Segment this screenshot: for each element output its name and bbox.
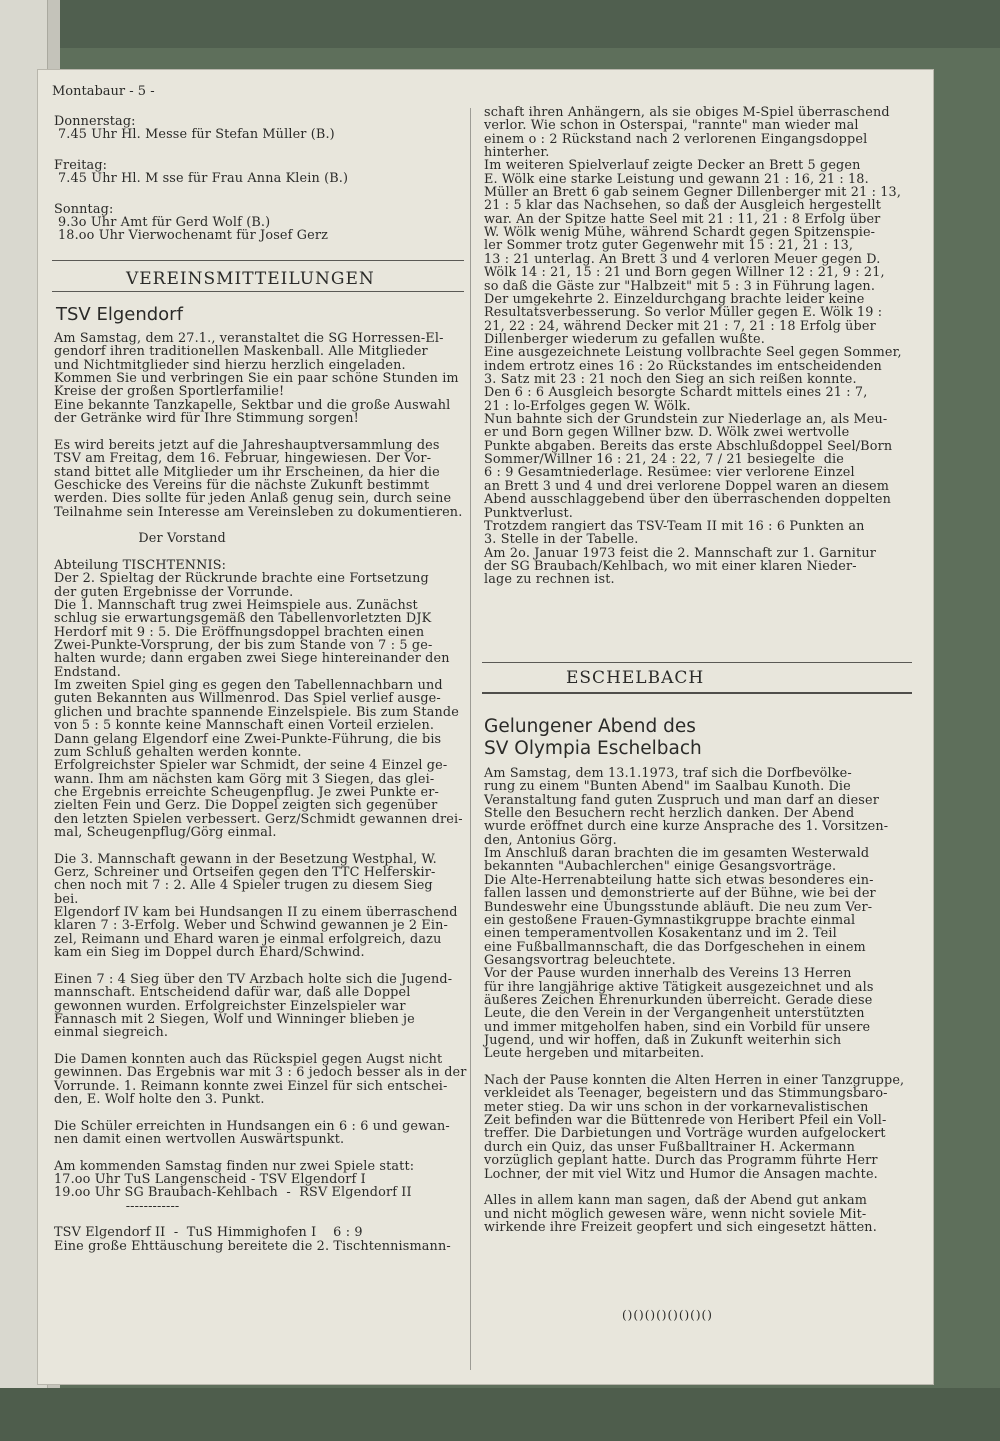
text-line: schlug sie erwartungsgemäß den Tabellenvorletzten DJK: [54, 611, 432, 626]
text-line: ler Sommer trotz guter Gegenwehr mit 15 : 21, 21 : 13,: [484, 238, 854, 253]
text-line: den, Antonius Görg.: [484, 833, 617, 848]
text-line: wirkende ihre Freizeit geopfert und sich eingesetzt hätten.: [484, 1220, 877, 1235]
text-line: Alles in allem kann man sagen, daß der Abend gut ankam: [484, 1193, 868, 1208]
text-line: mannschaft. Entscheidend dafür war, daß alle Doppel: [54, 985, 411, 1000]
text-line: Teilnahme sein Interesse am Vereinsleben zu dokumentieren.: [54, 505, 463, 520]
text-line: zielten Fein und Gerz. Die Doppel zeigten sich gegenüber: [54, 798, 438, 813]
text-line: für ihre langjährige aktive Tätigkeit ausgezeichnet und als: [484, 980, 874, 995]
text-line: verkleidet als Teenager, begeistern und das Stimmungsbaro-: [484, 1086, 888, 1101]
text-line: Gesangsvortrag beleuchtete.: [484, 953, 676, 968]
text-line: Geschicke des Vereins für die nächste Zukunft bestimmt: [54, 478, 430, 493]
mass-day-label: Sonntag:: [54, 202, 114, 217]
text-line: Müller an Brett 6 gab seinem Gegner Dillenberger mit 21 : 13,: [484, 185, 902, 200]
text-line: Im zweiten Spiel ging es gegen den Tabellennachbarn und: [54, 678, 443, 693]
text-line: mal, Scheugenpflug/Görg einmal.: [54, 825, 277, 840]
text-line: guten Bekannten aus Willmenrod. Das Spiel verlief ausge-: [54, 691, 441, 706]
text-line: Dann gelang Elgendorf eine Zwei-Punkte-Führung, die bis: [54, 732, 442, 747]
text-line: 17.oo Uhr TuS Langenscheid - TSV Elgendorf I: [54, 1172, 366, 1187]
text-line: wurde eröffnet durch eine kurze Ansprache des 1. Vorsitzen-: [484, 819, 889, 834]
text-line: 13 : 21 unterlag. An Brett 3 und 4 verloren Meuer gegen D.: [484, 252, 881, 267]
text-line: bei.: [54, 892, 79, 907]
mass-entry: 7.45 Uhr Hl. M sse für Frau Anna Klein (B.): [58, 171, 349, 186]
text-line: Einen 7 : 4 Sieg über den TV Arzbach holte sich die Jugend-: [54, 972, 453, 987]
article-title-line-1: Gelungener Abend des: [484, 716, 696, 737]
text-line: Am kommenden Samstag finden nur zwei Spiele statt:: [54, 1159, 415, 1174]
text-line: Veranstaltung fand guten Zuspruch und man darf an dieser: [484, 793, 880, 808]
text-line: Resultatsverbesserung. So verlor Müller gegen E. Wölk 19 :: [484, 305, 883, 320]
text-line: er und Born gegen Willner bzw. D. Wölk zwei wertvolle: [484, 425, 850, 440]
text-line: Die Damen konnten auch das Rückspiel gegen Augst nicht: [54, 1052, 443, 1067]
text-line: der Getränke wird für Ihre Stimmung sorgen!: [54, 411, 359, 426]
section-rule: [52, 291, 464, 292]
text-line: lage zu rechnen ist.: [484, 572, 615, 587]
mass-entry: 7.45 Uhr Hl. Messe für Stefan Müller (B.): [58, 127, 335, 142]
text-line: halten wurde; dann ergaben zwei Siege hintereinander den: [54, 651, 450, 666]
text-line: Im Anschluß daran brachten die im gesamten Westerwald: [484, 846, 870, 861]
text-line: 19.oo Uhr SG Braubach-Kehlbach - RSV Elgendorf II: [54, 1185, 412, 1200]
text-line: Kommen Sie und verbringen Sie ein paar schöne Stunden im: [54, 371, 459, 386]
text-line: Vorrunde. 1. Reimann konnte zwei Einzel für sich entschei-: [54, 1079, 448, 1094]
text-line: Herdorf mit 9 : 5. Die Eröffnungsdoppel brachten einen: [54, 625, 425, 640]
text-line: gewonnen wurden. Erfolgreichster Einzelspieler war: [54, 999, 406, 1014]
section-rule: [52, 260, 464, 261]
text-line: einmal siegreich.: [54, 1025, 169, 1040]
page-header: Montabaur - 5 -: [52, 84, 155, 99]
text-line: indem ertrotz eines 16 : 2o Rückstandes im entscheidenden: [484, 359, 882, 374]
text-line: Eine bekannte Tanzkapelle, Sektbar und die große Auswahl: [54, 398, 451, 413]
text-line: durch ein Quiz, das unser Fußballtrainer H. Ackermann: [484, 1140, 855, 1155]
text-line: Am Samstag, dem 27.1., veranstaltet die SG Horressen-El-: [54, 331, 444, 346]
text-line: an Brett 3 und 4 und drei verlorene Doppel waren an diesem: [484, 479, 890, 494]
text-line: hinterher.: [484, 145, 550, 160]
text-line: zum Schluß gehalten werden konnte.: [54, 745, 302, 760]
text-line: Bundeswehr eine Übungsstunde abläuft. Die neu zum Ver-: [484, 900, 873, 915]
text-line: ein gestoßene Frauen-Gymnastikgruppe brachte einmal: [484, 913, 856, 928]
text-line: den, E. Wolf holte den 3. Punkt.: [54, 1092, 265, 1107]
section-title-eschelbach: ESCHELBACH: [566, 668, 705, 688]
text-line: chen noch mit 7 : 2. Alle 4 Spieler trugen zu diesem Sieg: [54, 878, 433, 893]
section-title-vereinsmitteilungen: VEREINSMITTEILUNGEN: [126, 269, 375, 289]
text-line: Leute hergeben und mitarbeiten.: [484, 1046, 705, 1061]
text-line: Endstand.: [54, 665, 121, 680]
text-line: TSV am Freitag, dem 16. Februar, hingewiesen. Der Vor-: [54, 451, 432, 466]
text-line: gendorf ihren traditionellen Maskenball. Alle Mitglieder: [54, 344, 428, 359]
mass-entry: 18.oo Uhr Vierwochenamt für Josef Gerz: [58, 228, 328, 243]
text-line: und Nichtmitglieder sind hierzu herzlich eingeladen.: [54, 358, 406, 373]
scan-background-top: [0, 0, 1000, 48]
text-line: Im weiteren Spielverlauf zeigte Decker an Brett 5 gegen: [484, 158, 861, 173]
text-line: stand bittet alle Mitglieder um ihr Erscheinen, da hier die: [54, 465, 440, 480]
text-line: fallen lassen und demonstrierte auf der Bühne, wie bei der: [484, 886, 876, 901]
text-line: Kreise der großen Sportlerfamilie!: [54, 384, 285, 399]
text-line: und immer mitgeholfen haben, sind ein Vorbild für unsere: [484, 1020, 871, 1035]
text-line: einem o : 2 Rückstand nach 2 verlorenen Eingangsdoppel: [484, 132, 868, 147]
text-line: werden. Dies sollte für jeden Anlaß genug sein, durch seine: [54, 491, 452, 506]
text-line: von 5 : 5 konnte keine Mannschaft einen Vorteil erzielen.: [54, 718, 435, 733]
text-line: Punkte abgaben. Bereits das erste Abschlußdoppel Seel/Born: [484, 439, 893, 454]
text-line: Die Schüler erreichten in Hundsangen ein 6 : 6 und gewan-: [54, 1119, 450, 1134]
section-rule: [482, 662, 912, 663]
text-line: Wölk 14 : 21, 15 : 21 und Born gegen Willner 12 : 21, 9 : 21,: [484, 265, 885, 280]
mass-entry: 9.3o Uhr Amt für Gerd Wolf (B.): [58, 215, 271, 230]
text-line: Die 1. Mannschaft trug zwei Heimspiele aus. Zunächst: [54, 598, 418, 613]
text-line: 21 : 5 klar das Nachsehen, so daß der Ausgleich hergestellt: [484, 198, 881, 213]
text-line: E. Wölk eine starke Leistung und gewann 21 : 16, 21 : 18.: [484, 172, 869, 187]
text-line: 3. Satz mit 23 : 21 noch den Sieg an sich reißen konnte.: [484, 372, 857, 387]
text-line: 3. Stelle in der Tabelle.: [484, 532, 639, 547]
text-line: Punktverlust.: [484, 506, 573, 521]
text-line: Gerz, Schreiner und Ortseifen gegen den TTC Helferskir-: [54, 865, 436, 880]
newsletter-page: [38, 70, 933, 1384]
text-line: Die Alte-Herrenabteilung hatte sich etwas besonderes ein-: [484, 873, 874, 888]
section-rule: [482, 692, 912, 694]
text-line: war. An der Spitze hatte Seel mit 21 : 11, 21 : 8 Erfolg über: [484, 212, 881, 227]
text-line: schaft ihren Anhängern, als sie obiges M-Spiel überraschend: [484, 105, 890, 120]
text-line: Am Samstag, dem 13.1.1973, traf sich die Dorfbevölke-: [484, 766, 852, 781]
text-line: glichen und brachte spannende Einzelspiele. Bis zum Stande: [54, 705, 459, 720]
text-line: Sommer/Willner 16 : 21, 24 : 22, 7 / 21 besiegelte die: [484, 452, 845, 467]
text-line: einen temperamentvollen Kosakentanz und im 2. Teil: [484, 926, 837, 941]
text-line: TSV Elgendorf II - TuS Himmighofen I 6 : 9: [54, 1225, 363, 1240]
mass-day-label: Donnerstag:: [54, 114, 136, 129]
text-line: 6 : 9 Gesamtniederlage. Resümee: vier verlorene Einzel: [484, 465, 855, 480]
text-line: treffer. Die Darbietungen und Vorträge wurden aufgelockert: [484, 1126, 886, 1141]
text-line: verlor. Wie schon in Osterspai, "rannte" man wieder mal: [484, 118, 859, 133]
mass-day-label: Freitag:: [54, 158, 108, 173]
text-line: Der 2. Spieltag der Rückrunde brachte eine Fortsetzung: [54, 571, 429, 586]
text-line: Leute, die den Verein in der Vergangenheit unterstützten: [484, 1006, 865, 1021]
text-line: Elgendorf IV kam bei Hundsangen II zu einem überraschend: [54, 905, 458, 920]
text-line: so daß die Gäste zur "Halbzeit" mit 5 : 3 in Führung lagen.: [484, 279, 876, 294]
column-divider: [470, 108, 471, 1370]
text-line: zel, Reimann und Ehard waren je einmal erfolgreich, dazu: [54, 932, 442, 947]
text-line: den letzten Spielen verbessert. Gerz/Schmidt gewannen drei-: [54, 812, 463, 827]
text-line: Eine ausgezeichnete Leistung vollbrachte Seel gegen Sommer,: [484, 345, 902, 360]
text-line: wann. Ihm am nächsten kam Görg mit 3 Siegen, das glei-: [54, 772, 435, 787]
text-line: Den 6 : 6 Ausgleich besorgte Schardt mittels eines 21 : 7,: [484, 385, 868, 400]
text-line: Vor der Pause wurden innerhalb des Vereins 13 Herren: [484, 966, 852, 981]
end-ornament: ()()()()()()()(): [622, 1308, 713, 1322]
text-line: Am 2o. Januar 1973 feist die 2. Mannschaft zur 1. Garnitur: [484, 546, 876, 561]
text-line: ------------: [54, 1199, 180, 1214]
text-line: Es wird bereits jetzt auf die Jahreshauptversammlung des: [54, 438, 440, 453]
text-line: rung zu einem "Bunten Abend" im Saalbau Kunoth. Die: [484, 779, 851, 794]
club-title-tsv-elgendorf: TSV Elgendorf: [56, 304, 183, 325]
text-line: Eine große Ehttäuschung bereitete die 2. Tischtennismann-: [54, 1239, 451, 1254]
text-line: Zwei-Punkte-Vorsprung, der bis zum Stande von 7 : 5 ge-: [54, 638, 433, 653]
article-title-line-2: SV Olympia Eschelbach: [484, 738, 702, 759]
text-line: Erfolgreichster Spieler war Schmidt, der seine 4 Einzel ge-: [54, 758, 448, 773]
text-line: Abend ausschlaggebend über den überraschenden doppelten: [484, 492, 892, 507]
text-line: Dillenberger wiederum zu gefallen wußte.: [484, 332, 765, 347]
text-line: 21 : lo-Erfolges gegen W. Wölk.: [484, 399, 691, 414]
text-line: der SG Braubach/Kehlbach, wo mit einer klaren Nieder-: [484, 559, 857, 574]
text-line: Jugend, und wir hoffen, daß in Zukunft weiterhin sich: [484, 1033, 842, 1048]
text-line: gewinnen. Das Ergebnis war mit 3 : 6 jedoch besser als in der: [54, 1065, 467, 1080]
text-line: und nicht möglich gewesen wäre, wenn nicht soviele Mit-: [484, 1207, 867, 1222]
text-line: klaren 7 : 3-Erfolg. Weber und Schwind gewannen je 2 Ein-: [54, 918, 449, 933]
text-line: meter stieg. Da wir uns schon in der vorkarnevalistischen: [484, 1100, 869, 1115]
text-line: Fannasch mit 2 Siegen, Wolf und Winninger blieben je: [54, 1012, 415, 1027]
text-line: Der Vorstand: [54, 531, 226, 546]
text-line: Der umgekehrte 2. Einzeldurchgang brachte leider keine: [484, 292, 865, 307]
text-line: bekannten "Aubachlerchen" einige Gesangsvorträge.: [484, 859, 837, 874]
text-line: Nach der Pause konnten die Alten Herren in einer Tanzgruppe,: [484, 1073, 905, 1088]
text-line: der guten Ergebnisse der Vorrunde.: [54, 585, 294, 600]
text-line: kam ein Sieg im Doppel durch Ehard/Schwind.: [54, 945, 365, 960]
text-line: Trotzdem rangiert das TSV-Team II mit 16 : 6 Punkten an: [484, 519, 865, 534]
text-line: W. Wölk wenig Mühe, während Schardt gegen Spitzenspie-: [484, 225, 876, 240]
text-line: Stelle den Besuchern recht herzlich danken. Der Abend: [484, 806, 855, 821]
text-line: Lochner, der mit viel Witz und Humor die Ansagen machte.: [484, 1167, 878, 1182]
text-line: che Ergebnis erreichte Scheugenpflug. Je zwei Punkte er-: [54, 785, 439, 800]
scan-background-bottom: [0, 1388, 1000, 1441]
text-line: Zeit befinden war die Büttenrede von Heribert Pfeil ein Voll-: [484, 1113, 887, 1128]
text-line: 21, 22 : 24, während Decker mit 21 : 7, 21 : 18 Erfolg über: [484, 319, 876, 334]
text-line: äußeres Zeichen Ehrenurkunden überreicht. Gerade diese: [484, 993, 873, 1008]
text-line: Nun bahnte sich der Grundstein zur Niederlage an, als Meu-: [484, 412, 888, 427]
text-line: eine Fußballmannschaft, die das Dorfgeschehen in einem: [484, 940, 866, 955]
text-line: Abteilung TISCHTENNIS:: [54, 558, 227, 573]
text-line: nen damit einen wertvollen Auswärtspunkt.: [54, 1132, 345, 1147]
text-line: Die 3. Mannschaft gewann in der Besetzung Westphal, W.: [54, 852, 437, 867]
text-line: vorzüglich geplant hatte. Durch das Programm führte Herr: [484, 1153, 878, 1168]
